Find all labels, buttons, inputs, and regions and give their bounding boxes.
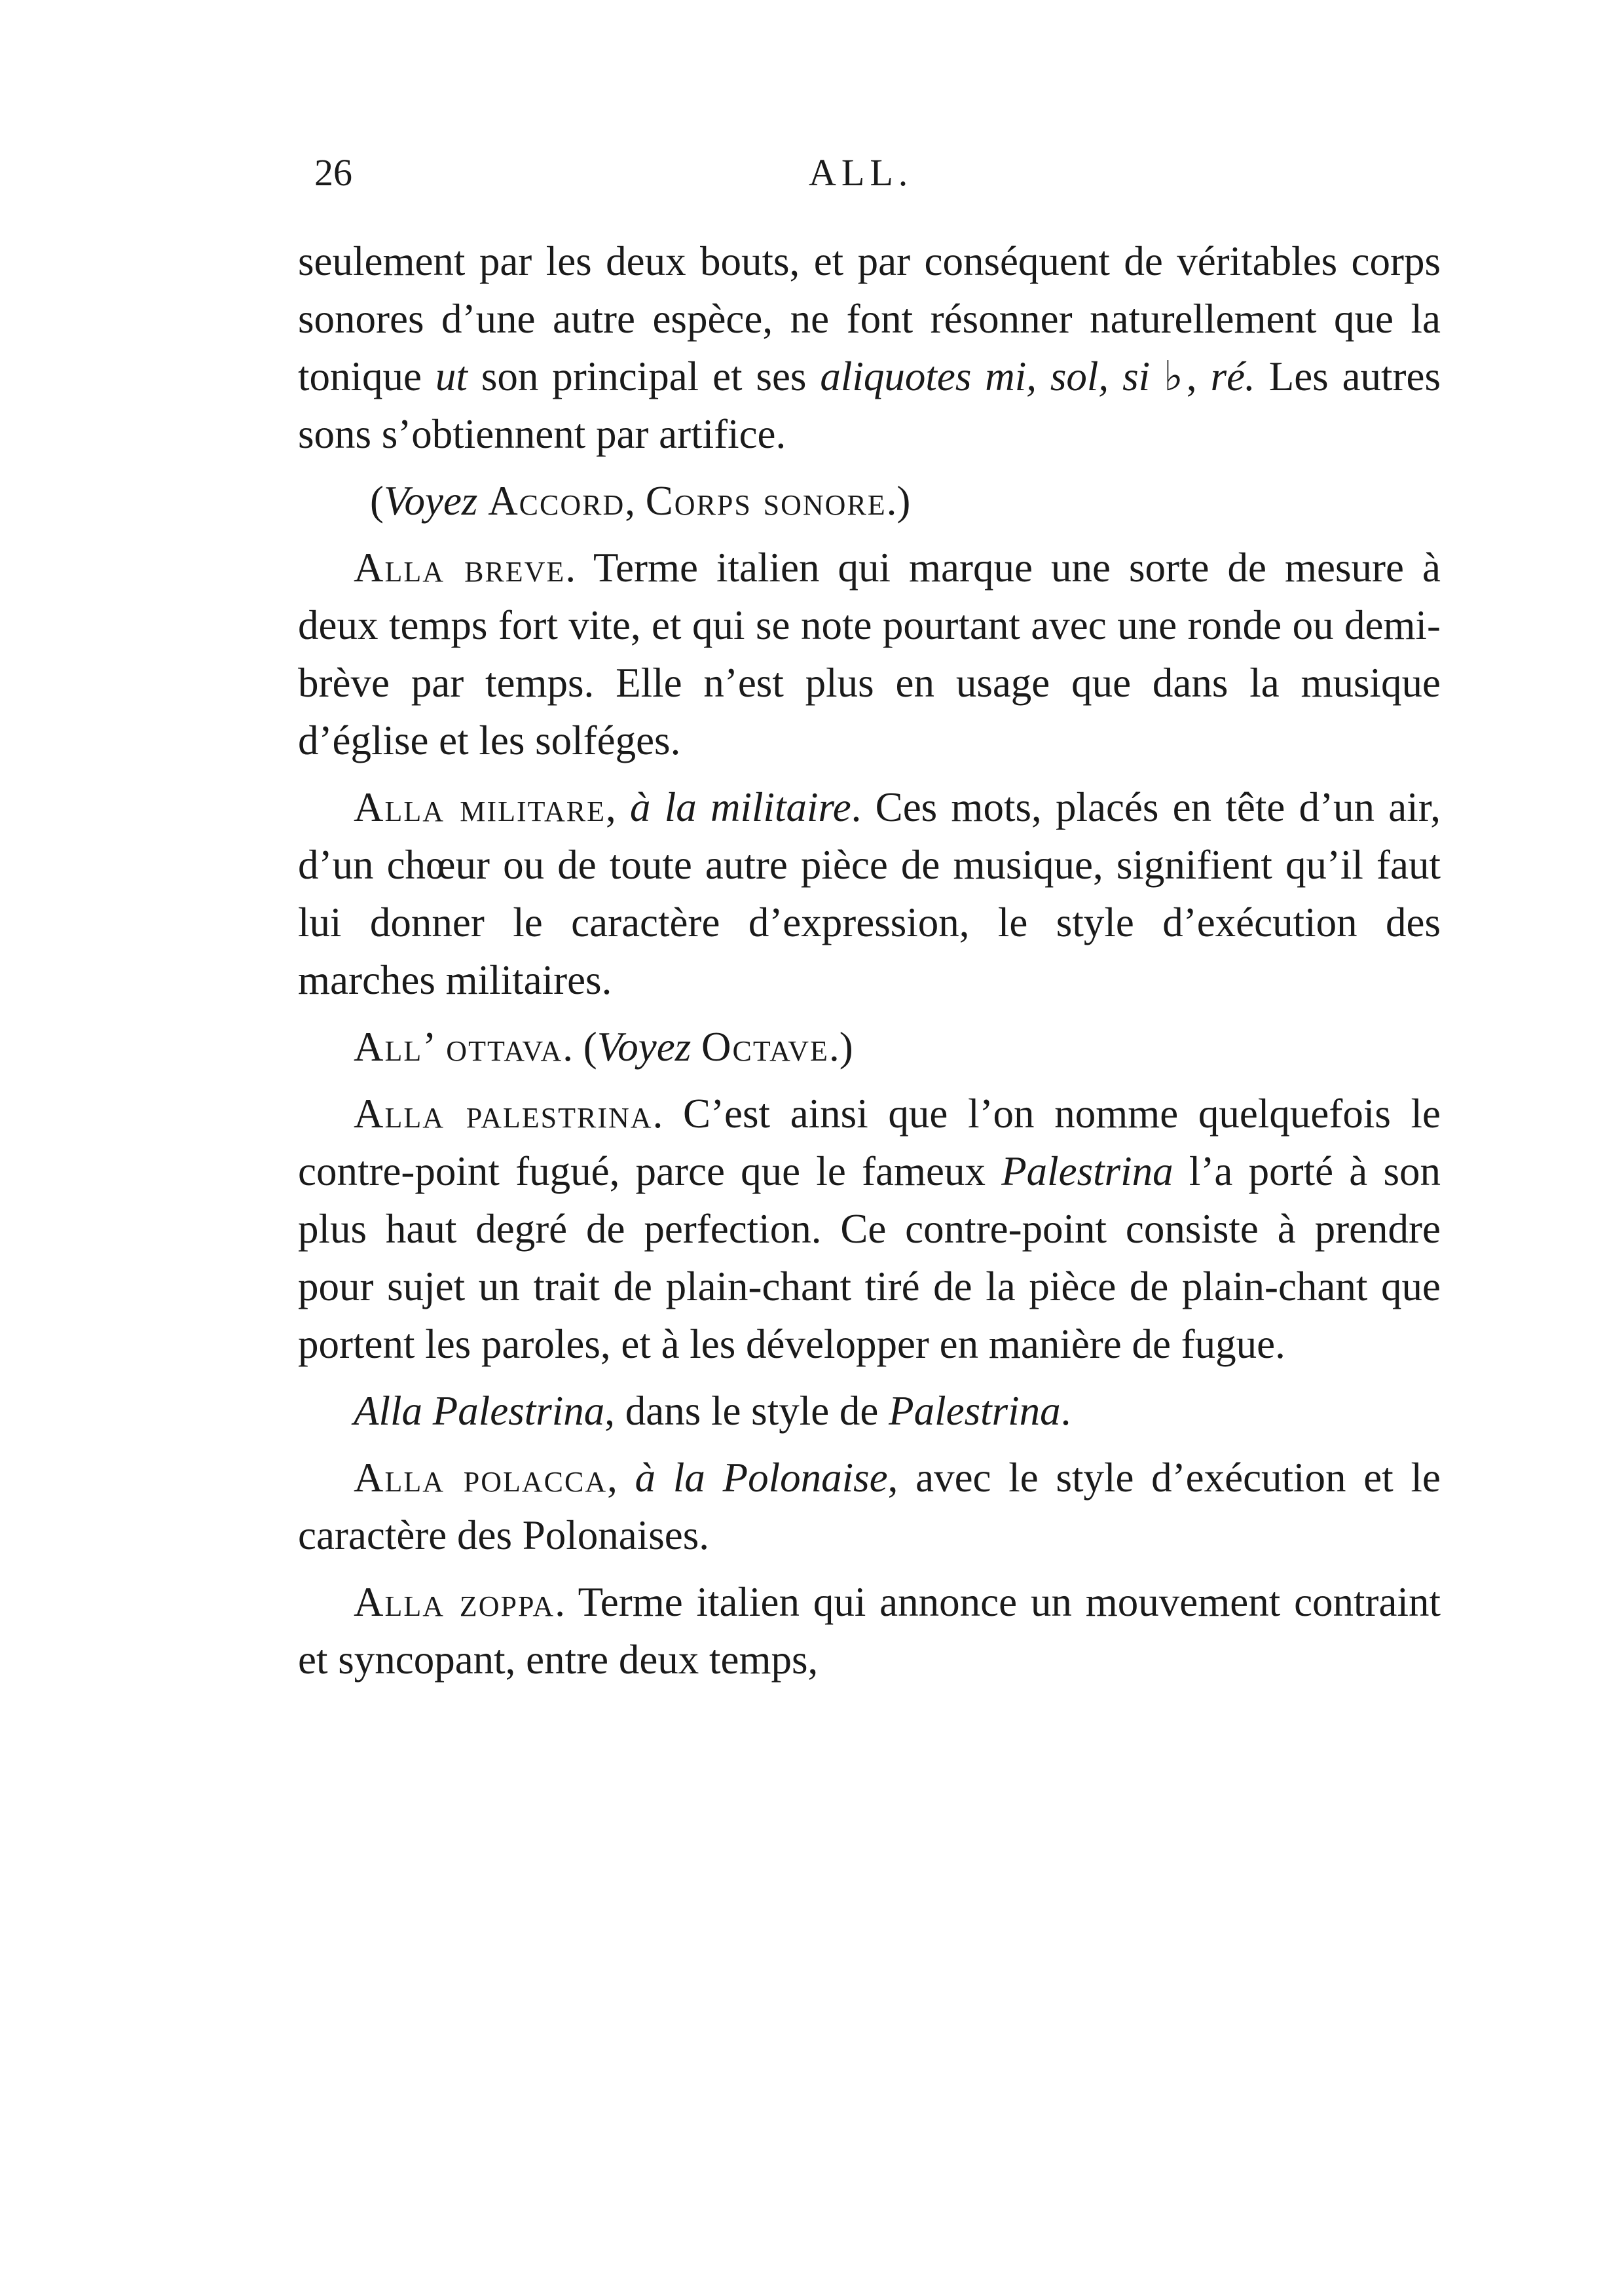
alla-polacca-text-1: , xyxy=(607,1455,635,1501)
see-accord-text-4: , xyxy=(625,478,646,524)
all-ottava-text-1: . ( xyxy=(563,1024,597,1070)
alla-palestrina-style-text-2: Palestrina xyxy=(889,1388,1061,1434)
alla-palestrina-text-1: . C’est ainsi que l’on nomme quelquefois le contre-point fugué, parce que le fameux xyxy=(298,1091,1441,1194)
see-accord-text-6: .) xyxy=(886,478,911,524)
entry-see-accord xyxy=(298,472,1441,530)
alla-palestrina-style-text-3: . xyxy=(1060,1388,1071,1434)
all-ottava-text-4: Octave xyxy=(701,1024,829,1070)
see-accord-text-1: Voyez xyxy=(383,478,478,524)
alla-militare-text-2: à la militaire xyxy=(629,784,851,830)
dictionary-text xyxy=(298,232,1441,1698)
alla-breve-text-1: . Terme italien qui marque une sorte de mesure à deux temps fort vite, et qui se note pourtant avec une ronde ou demi-brève par temps. Elle n’est plus en usage que dans la musique d’église et les solféges. xyxy=(298,545,1441,763)
alla-militare-text-0: Alla militare xyxy=(354,784,606,830)
entry-alla-palestrina xyxy=(298,1085,1441,1373)
page-header xyxy=(314,151,1447,210)
alla-palestrina-text-0: Alla palestrina xyxy=(354,1091,653,1137)
running-head: ALL. xyxy=(809,151,913,194)
entry-all-ottava xyxy=(298,1018,1441,1076)
alla-militare-text-1: , xyxy=(605,784,630,830)
alla-polacca-text-2: à la Polonaise xyxy=(635,1455,888,1501)
continuation-text-2: son principal et ses xyxy=(467,354,821,399)
alla-polacca-text-3: , avec le style d’exécution et le caractère des Polonaises. xyxy=(298,1455,1441,1558)
continuation-text-1: ut xyxy=(435,354,468,399)
all-ottava-text-0: All’ ottava xyxy=(354,1024,563,1070)
all-ottava-text-3 xyxy=(691,1024,701,1070)
alla-zoppa-text-1: . Terme italien qui annonce un mouvement contraint et syncopant, entre deux temps, xyxy=(298,1579,1441,1683)
continuation-text-4: ♭, xyxy=(1150,354,1211,399)
alla-polacca-text-0: Alla polacca xyxy=(354,1455,608,1501)
entry-alla-polacca xyxy=(298,1449,1441,1564)
all-ottava-text-2: Voyez xyxy=(597,1024,692,1070)
alla-militare-text-3: . Ces mots, placés en tête d’un air, d’un chœur ou de toute autre pièce de musique, signifient qu’il faut lui donner le caractère d’expression, le style d’exécution des marches militaires. xyxy=(298,784,1441,1003)
alla-palestrina-style-text-0: Alla Palestrina xyxy=(354,1388,605,1434)
entry-alla-militare xyxy=(298,778,1441,1009)
see-accord-text-3: Accord xyxy=(488,478,625,524)
entry-alla-zoppa xyxy=(298,1573,1441,1688)
entry-alla-palestrina-style xyxy=(298,1382,1441,1440)
see-accord-text-5: Corps sonore xyxy=(645,478,887,524)
alla-palestrina-text-2: Palestrina xyxy=(1001,1148,1173,1194)
see-accord-text-2 xyxy=(477,478,488,524)
all-ottava-text-5: .) xyxy=(828,1024,853,1070)
alla-zoppa-text-0: Alla zoppa xyxy=(354,1579,555,1625)
entry-continuation xyxy=(298,232,1441,463)
continuation-text-6: Les autres sons s’obtiennent par artifice. xyxy=(298,354,1441,457)
continuation-text-3: aliquotes mi, sol, si xyxy=(820,354,1151,399)
page-number: 26 xyxy=(314,151,352,194)
alla-palestrina-style-text-1: , dans le style de xyxy=(604,1388,889,1434)
alla-breve-text-0: Alla breve xyxy=(354,545,566,591)
alla-palestrina-text-3: l’a porté à son plus haut degré de perfection. Ce contre-point consiste à prendre pour sujet un trait de plain-chant tiré de la pièce de plain-chant que portent les paroles, et à les développer en manière de fugue. xyxy=(298,1148,1441,1367)
continuation-text-0: seulement par les deux bouts, et par conséquent de véritables corps sonores d’une autre espèce, ne font résonner naturellement que la tonique xyxy=(298,238,1441,399)
see-accord-text-0: ( xyxy=(370,478,384,524)
entry-alla-breve xyxy=(298,539,1441,769)
continuation-text-5: ré. xyxy=(1210,354,1255,399)
